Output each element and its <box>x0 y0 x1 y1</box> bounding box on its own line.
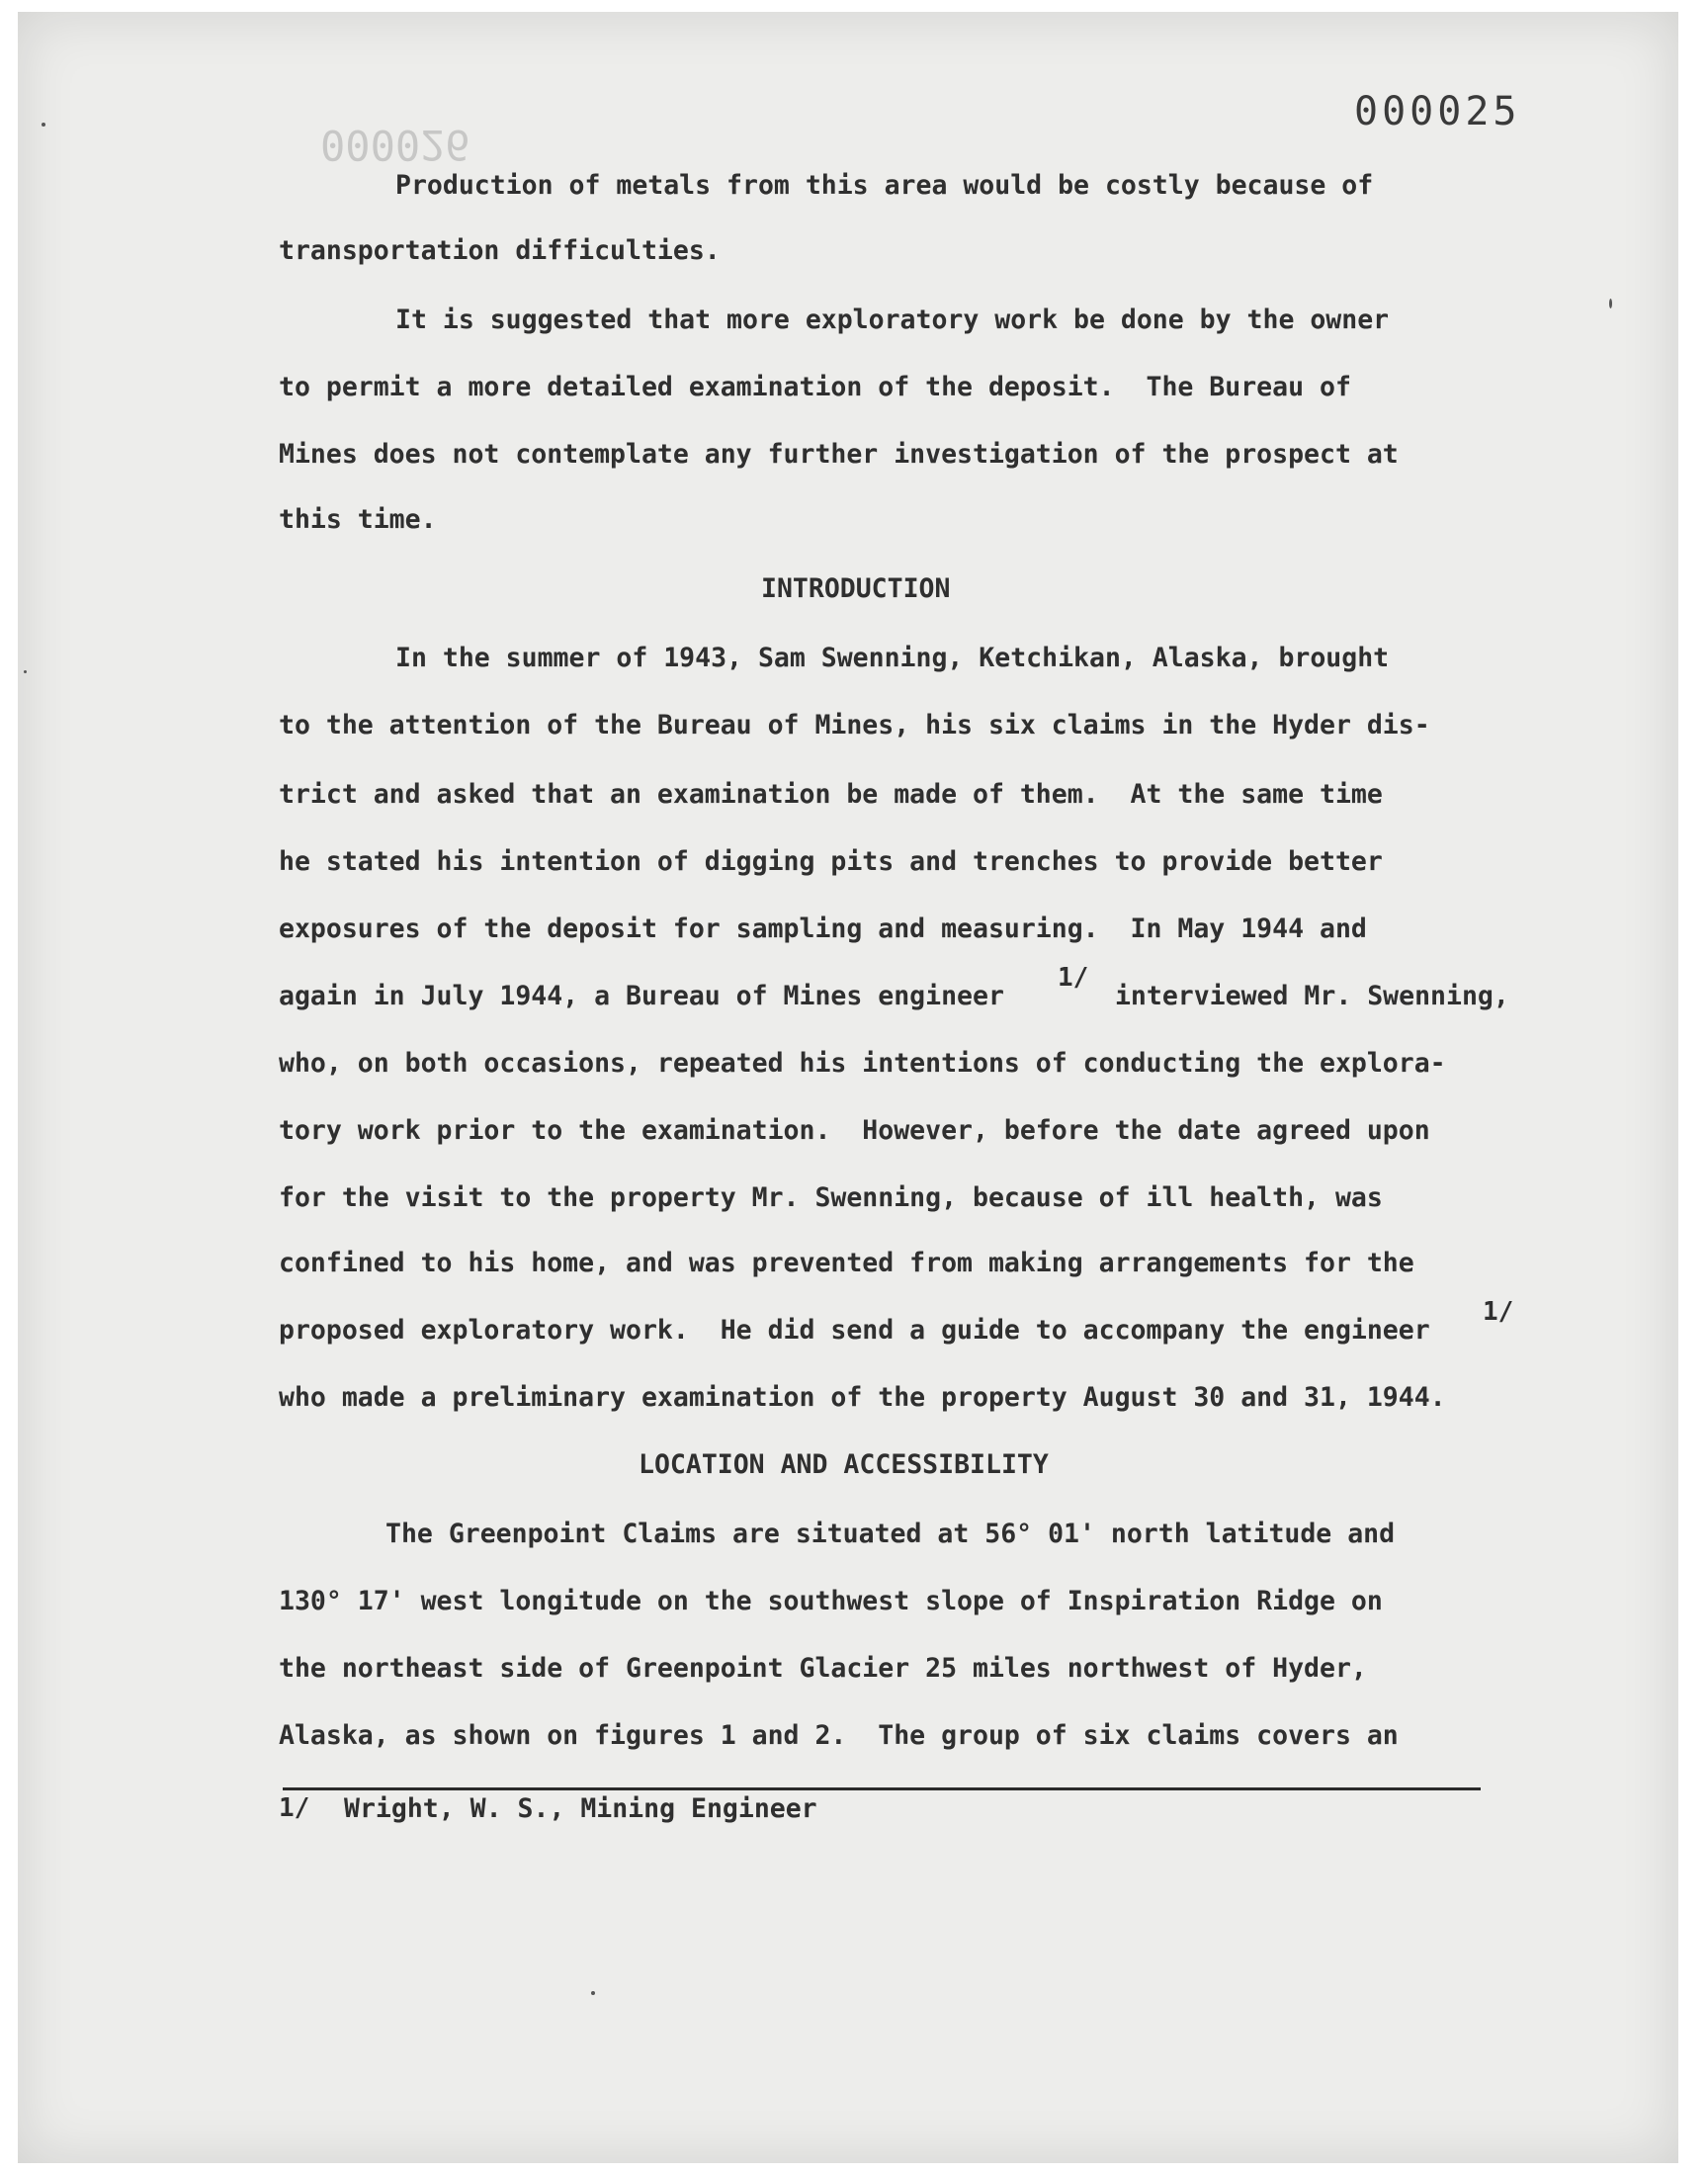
paragraph-1-line-1: Production of metals from this area would be costly because of <box>395 170 1374 201</box>
scan-speck <box>1609 299 1612 308</box>
footnote-rule <box>283 1787 1481 1790</box>
paragraph-3-line-7: who, on both occasions, repeated his intentions of conducting the explora- <box>279 1048 1446 1079</box>
paragraph-3-line-12: who made a preliminary examination of the property August 30 and 31, 1944. <box>279 1382 1446 1413</box>
heading-introduction: INTRODUCTION <box>761 573 951 604</box>
footnote-ref-1: 1/ <box>1058 963 1089 993</box>
footnote-ref-2: 1/ <box>1483 1297 1514 1327</box>
paragraph-3-line-2: to the attention of the Bureau of Mines, his six claims in the Hyder dis- <box>279 710 1430 740</box>
paragraph-3-line-8: tory work prior to the examination. However, before the date agreed upon <box>279 1115 1430 1146</box>
document-page <box>18 12 1678 2163</box>
paragraph-3-line-10: confined to his home, and was prevented from making arrangements for the <box>279 1248 1414 1278</box>
scan-speck <box>42 123 45 127</box>
paragraph-3-line-11: proposed exploratory work. He did send a guide to accompany the engineer <box>279 1315 1430 1346</box>
paragraph-3-line-9: for the visit to the property Mr. Swenning, because of ill health, was <box>279 1182 1383 1213</box>
scan-speck <box>24 670 27 673</box>
paragraph-3-line-6b: interviewed Mr. Swenning, <box>1099 981 1509 1011</box>
paragraph-3-line-4: he stated his intention of digging pits and trenches to provide better <box>279 846 1383 877</box>
paragraph-4-line-2: 130° 17' west longitude on the southwest slope of Inspiration Ridge on <box>279 1586 1383 1616</box>
footnote-marker: 1/ <box>279 1793 310 1823</box>
footnote-text: Wright, W. S., Mining Engineer <box>344 1793 817 1824</box>
faded-stamp-number: 000026 <box>320 121 470 169</box>
paragraph-3-line-5: exposures of the deposit for sampling and measuring. In May 1944 and <box>279 914 1367 944</box>
paragraph-4-line-3: the northeast side of Greenpoint Glacier 25 miles northwest of Hyder, <box>279 1653 1367 1684</box>
scan-speck <box>591 1991 595 1995</box>
paragraph-3-line-1: In the summer of 1943, Sam Swenning, Ketchikan, Alaska, brought <box>395 643 1390 673</box>
paragraph-4-line-4: Alaska, as shown on figures 1 and 2. The group of six claims covers an <box>279 1720 1399 1751</box>
paragraph-4-line-1: The Greenpoint Claims are situated at 56° 01' north latitude and <box>385 1519 1396 1549</box>
paragraph-1-line-2: transportation difficulties. <box>279 235 721 266</box>
paragraph-3-line-6a: again in July 1944, a Bureau of Mines engineer <box>279 981 1004 1011</box>
heading-location-accessibility: LOCATION AND ACCESSIBILITY <box>639 1449 1049 1480</box>
paragraph-2-line-3: Mines does not contemplate any further investigation of the prospect at <box>279 439 1399 470</box>
paragraph-2-line-2: to permit a more detailed examination of the deposit. The Bureau of <box>279 372 1351 402</box>
paragraph-2-line-4: this time. <box>279 504 437 535</box>
page-number: 000025 <box>1354 89 1521 134</box>
paragraph-2-line-1: It is suggested that more exploratory work be done by the owner <box>395 304 1390 335</box>
paragraph-3-line-3: trict and asked that an examination be made of them. At the same time <box>279 779 1383 810</box>
